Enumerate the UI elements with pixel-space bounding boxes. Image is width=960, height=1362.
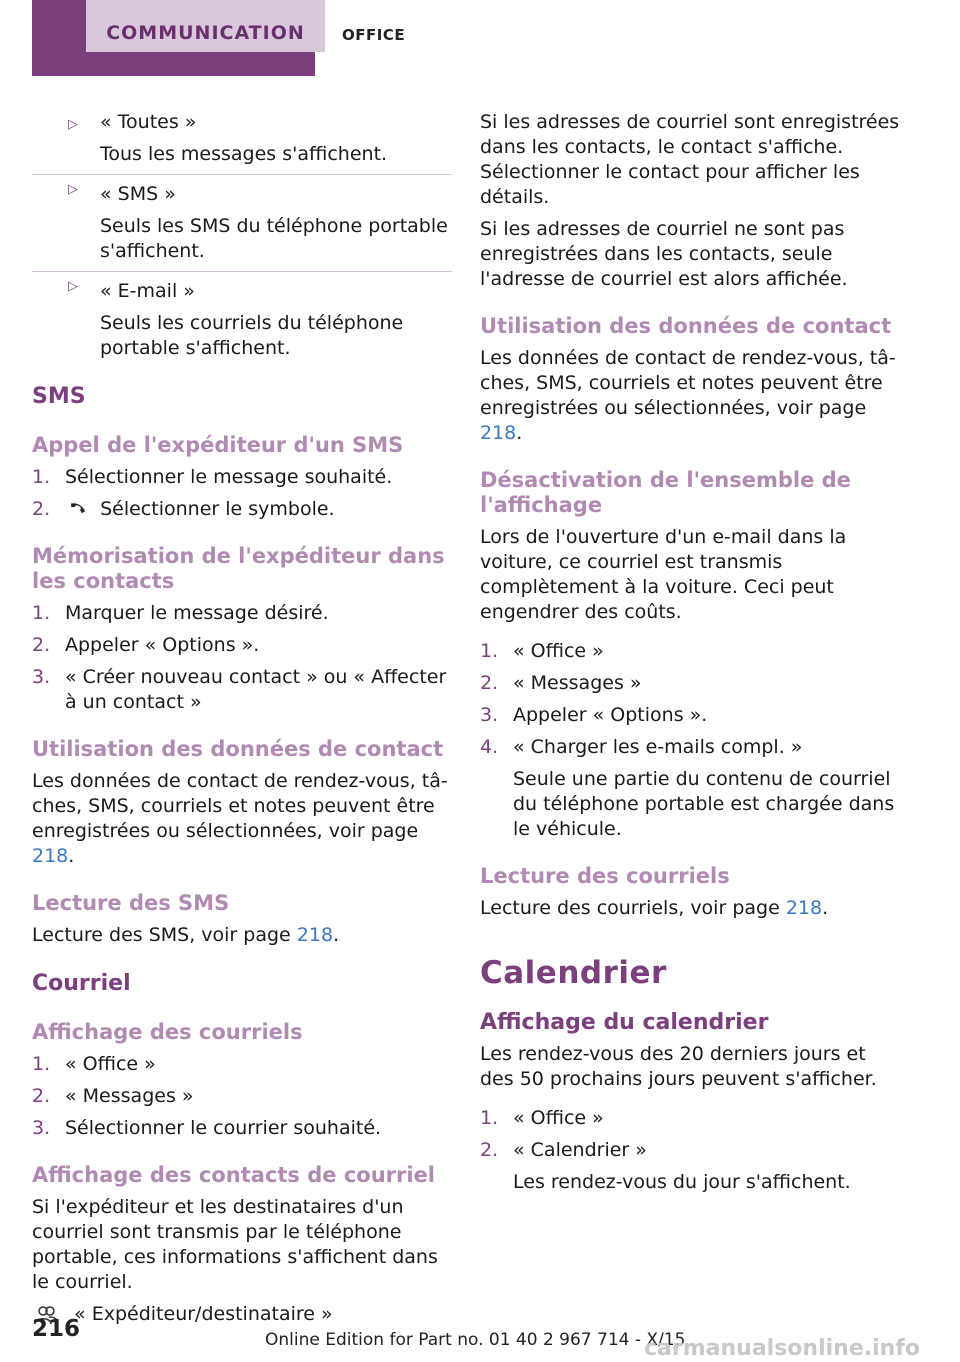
affichage-contacts-text: Si l'expéditeur et les destinataires d'un courriel sont transmis par le téléphone portable, ces informations s'affichent dans le courriel. [32,1196,438,1293]
triangle-bullet-icon: ▷ [68,279,78,294]
page-link[interactable]: 218 [480,422,517,444]
step-number: 4. [480,736,499,758]
step-number: 1. [32,602,51,624]
list-item [32,1052,452,1077]
list-item [480,1106,900,1131]
list-item [480,1138,900,1195]
step-text: Marquer le message désiré. [65,602,329,624]
step-number: 1. [480,1107,499,1129]
utilisation-text: Les données de contact de rendez-vous, tâches, SMS, courriels et notes peuvent être enregistrées ou sélectionnées, voir page [32,770,448,842]
lecture-sms-text: Lecture des SMS, voir page [32,924,291,946]
step-number: 2. [32,498,51,520]
chapter-heading-calendrier: Calendrier [480,955,667,991]
page-link[interactable]: 218 [296,924,334,946]
bullet-label: « E-mail » [100,280,195,302]
step-text: Sélectionner le courrier souhaité. [65,1117,382,1139]
left-column [32,110,452,1327]
list-item [480,639,900,664]
step-number: 2. [480,672,499,694]
bullet-item [32,110,452,167]
triangle-bullet-icon: ▷ [68,182,78,197]
bullet-description: Tous les messages s'affichent. [100,143,388,165]
step-number: 1. [480,640,499,662]
affichage-courriels-steps [32,1052,452,1141]
paragraph-contacts-saved: Si les adresses de courriel sont enregistrées dans les contacts, le contact s'affiche. Sélectionner le contact pour afficher les détails. [480,111,900,208]
step-text: Appeler « Options ». [65,634,260,656]
page-link[interactable]: 218 [785,897,823,919]
tab-communication-inner [86,0,325,52]
list-item [32,665,452,715]
list-item [32,465,452,490]
utilisation-paragraph: Les données de contact de rendez-vous, tâches, SMS, courriels et notes peuvent être enregistrées ou sélectionnées, voir page 218. [32,770,448,867]
subheading-desactivation: Désactivation de l'ensemble de l'affichage [480,468,851,517]
list-item [480,735,900,842]
tab-office[interactable]: OFFICE [342,26,406,44]
bullet-label: « SMS » [100,183,176,205]
section-heading-sms: SMS [32,384,86,409]
bullet-label: « Toutes » [100,111,197,133]
chapter-header [0,0,960,78]
subheading-affichage-courriels: Affichage des courriels [32,1020,303,1044]
list-item [480,703,900,728]
list-item [32,1116,452,1141]
section-heading-courriel: Courriel [32,971,131,996]
list-item [32,601,452,626]
step-text: Sélectionner le message souhaité. [65,466,393,488]
step-text: « Messages » [65,1085,194,1107]
tab-communication[interactable] [32,0,315,76]
step-number: 3. [480,704,499,726]
subheading-memorisation: Mémorisation de l'expéditeur dans les contacts [32,544,445,593]
step-text: « Office » [65,1053,156,1075]
edition-footer: Online Edition for Part no. 01 40 2 967 714 - X/15 [265,1330,686,1350]
lecture-sms-paragraph: Lecture des SMS, voir page 218. [32,924,340,946]
bullet-item [32,174,452,264]
list-item [480,671,900,696]
utilisation-paragraph-right: Les données de contact de rendez-vous, tâches, SMS, courriels et notes peuvent être enregistrées ou sélectionnées, voir page 218. [480,347,896,444]
step-number: 2. [32,1085,51,1107]
subheading-affichage-contacts: Affichage des contacts de courriel [32,1163,436,1187]
step-text: « Créer nouveau contact » ou « Affecter à un contact » [65,666,447,713]
watermark: carmanualsonline.info [644,1336,920,1361]
page-number: 216 [32,1316,81,1342]
page-link[interactable]: 218 [32,845,69,867]
step-text: « Messages » [513,672,642,694]
utilisation-text: Les données de contact de rendez-vous, tâches, SMS, courriels et notes peuvent être enregistrées ou sélectionnées, voir page [480,347,896,419]
step-text: « Office » [513,1107,604,1129]
bullet-item [32,271,452,361]
desactivation-text: Lors de l'ouverture d'un e-mail dans la voiture, ce courriel est transmis complètement à la voiture. Ceci peut engendrer des coûts. [480,526,847,623]
subheading-utilisation: Utilisation des données de contact [32,737,444,761]
step-number: 1. [32,1053,51,1075]
list-item [32,633,452,658]
subheading-utilisation-right: Utilisation des données de contact [480,314,892,338]
tab-communication-label: COMMUNICATION [106,22,305,44]
lecture-courriels-text: Lecture des courriels, voir page [480,897,780,919]
list-item [32,497,452,522]
step-number: 3. [32,1117,51,1139]
bullet-description: Seuls les courriels du téléphone portable s'affichent. [100,312,404,359]
subheading-appel: Appel de l'expéditeur d'un SMS [32,433,404,457]
step-text: « Charger les e-mails compl. » [513,736,803,758]
step-number: 2. [480,1139,499,1161]
right-column [480,110,900,1195]
step-text: « Office » [513,640,604,662]
step-description: Les rendez-vous du jour s'affichent. [513,1171,851,1193]
phone-handset-icon [65,503,87,519]
desactivation-steps [480,639,900,842]
list-item [32,1084,452,1109]
expediteur-text: « Expéditeur/destinataire » [74,1303,333,1325]
step-number: 3. [32,666,51,688]
step-number: 2. [32,634,51,656]
lecture-courriels-paragraph: Lecture des courriels, voir page 218. [480,897,829,919]
step-text: Appeler « Options ». [513,704,708,726]
appel-steps [32,465,452,522]
memorisation-steps [32,601,452,715]
subheading-lecture-sms: Lecture des SMS [32,891,230,915]
step-number: 1. [32,466,51,488]
affichage-calendrier-text: Les rendez-vous des 20 derniers jours et des 50 prochains jours peuvent s'afficher. [480,1043,877,1090]
filter-bullets [32,110,452,361]
step-text: Sélectionner le symbole. [100,498,335,520]
step-text: « Calendrier » [513,1139,647,1161]
expediteur-line [32,1302,452,1327]
subheading-affichage-calendrier: Affichage du calendrier [480,1010,769,1035]
subheading-lecture-courriels: Lecture des courriels [480,864,730,888]
paragraph-contacts-not-saved: Si les adresses de courriel ne sont pas enregistrées dans les contacts, seule l'adresse de courriel est alors affichée. [480,218,848,290]
triangle-bullet-icon: ▷ [68,117,78,132]
step-description: Seule une partie du contenu de courriel du téléphone portable est chargée dans le véhicule. [513,768,895,840]
calendrier-steps [480,1106,900,1195]
bullet-description: Seuls les SMS du téléphone portable s'affichent. [100,215,448,262]
